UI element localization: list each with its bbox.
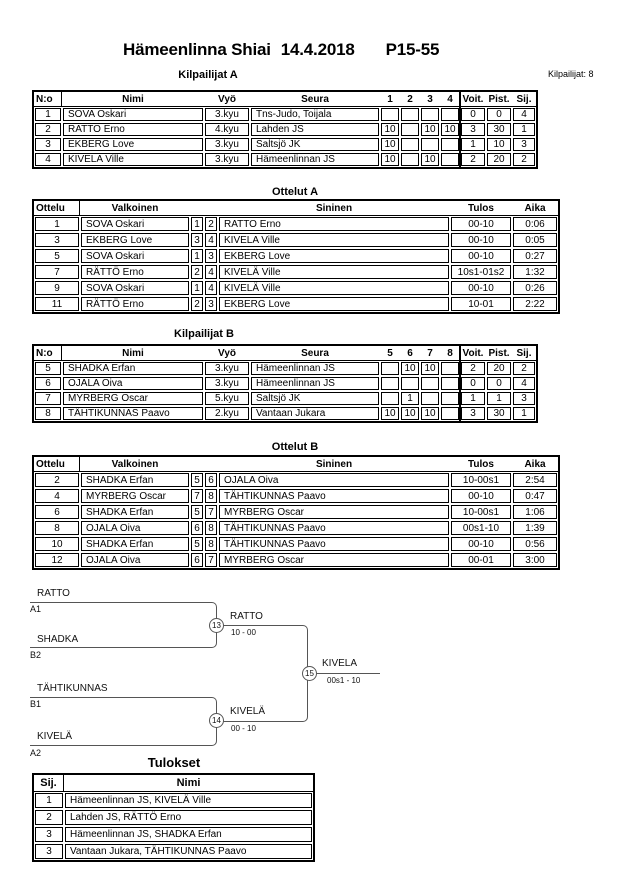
pool-b-heading: Kilpailijat B xyxy=(174,328,234,340)
cell-blue-no: 7 xyxy=(205,553,217,567)
matches-a-heading: Ottelut A xyxy=(271,186,319,198)
col-header-r2: 2 xyxy=(407,93,413,105)
cell-r3 xyxy=(421,138,439,151)
pool-a-table xyxy=(32,90,538,169)
cell-r3: 10 xyxy=(421,123,439,136)
cell-r3 xyxy=(421,108,439,121)
cell-blue: TÄHTIKUNNAS Paavo xyxy=(219,537,449,551)
col-header-points: Pist. xyxy=(488,347,510,359)
cell-match-no: 10 xyxy=(35,537,79,551)
matches-a-header-row xyxy=(34,201,558,216)
col-header-club: Seura xyxy=(301,347,329,359)
cell-belt: 5.kyu xyxy=(205,392,249,405)
col-header-r5: 5 xyxy=(387,347,393,359)
cell-wins: 1 xyxy=(461,138,485,151)
cell-match-no: 12 xyxy=(35,553,79,567)
col-header-blue: Sininen xyxy=(315,458,353,470)
cell-belt: 2.kyu xyxy=(205,407,249,420)
cell-r8 xyxy=(441,392,459,405)
result-row xyxy=(34,809,313,826)
col-header-r8: 8 xyxy=(447,347,453,359)
page-title xyxy=(123,40,439,60)
cell-no: 1 xyxy=(35,108,61,121)
cell-blue: MYRBERG Oscar xyxy=(219,505,449,519)
col-header-result: Tulos xyxy=(468,458,494,470)
cell-points: 0 xyxy=(487,108,511,121)
cell-r7: 10 xyxy=(421,362,439,375)
cell-place: 1 xyxy=(35,793,63,808)
cell-white-no: 2 xyxy=(191,297,203,311)
cell-white: SOVA Oskari xyxy=(81,249,189,263)
champion-line xyxy=(317,673,380,674)
cell-blue: MYRBERG Oscar xyxy=(219,553,449,567)
bracket-slot-name: KIVELÄ xyxy=(37,731,73,742)
cell-result: 00-01 xyxy=(451,553,511,567)
event-name: Hämeenlinna Shiai xyxy=(123,40,271,59)
cell-white: SHADKA Erfan xyxy=(81,473,189,487)
cell-club: Hämeenlinnan JS xyxy=(251,153,379,166)
cell-no: 3 xyxy=(35,138,61,151)
cell-time: 0:56 xyxy=(513,537,557,551)
cell-r6: 10 xyxy=(401,362,419,375)
bracket-slot-seed: B2 xyxy=(30,650,42,660)
cell-wins: 0 xyxy=(461,377,485,390)
col-header-match: Ottelu xyxy=(34,457,80,471)
cell-place: 1 xyxy=(513,123,535,136)
cell-blue: EKBERG Love xyxy=(219,297,449,311)
cell-points: 30 xyxy=(487,407,511,420)
cell-place: 3 xyxy=(513,392,535,405)
cell-white-no: 6 xyxy=(191,521,203,535)
cell-match-no: 9 xyxy=(35,281,79,295)
cell-r2 xyxy=(401,108,419,121)
competitors-count: Kilpailijat: 8 xyxy=(548,69,594,79)
cell-r1 xyxy=(381,108,399,121)
result-row xyxy=(34,826,313,843)
cell-r6: 1 xyxy=(401,392,419,405)
cell-place: 2 xyxy=(513,153,535,166)
cell-match-no: 11 xyxy=(35,297,79,311)
cell-blue: RATTO Erno xyxy=(219,217,449,231)
final-score: 00s1 - 10 xyxy=(327,676,361,685)
cell-time: 1:06 xyxy=(513,505,557,519)
cell-blue-no: 7 xyxy=(205,505,217,519)
matches-b-heading: Ottelut B xyxy=(271,441,319,453)
col-header-r6: 6 xyxy=(407,347,413,359)
col-header-place: Sij. xyxy=(34,775,64,791)
cell-name: Hämeenlinnan JS, KIVELÄ Ville xyxy=(65,793,312,808)
cell-place: 3 xyxy=(513,138,535,151)
cell-points: 10 xyxy=(487,138,511,151)
cell-r5: 10 xyxy=(381,407,399,420)
cell-result: 00-10 xyxy=(451,233,511,247)
cell-result: 00-10 xyxy=(451,281,511,295)
cell-name: EKBERG Love xyxy=(63,138,203,151)
cell-white-no: 5 xyxy=(191,505,203,519)
pool-b-table xyxy=(32,344,538,423)
matches-a-table xyxy=(32,199,560,314)
cell-no: 2 xyxy=(35,123,61,136)
col-header-r7: 7 xyxy=(427,347,433,359)
pool-a-heading: Kilpailijat A xyxy=(178,69,238,81)
cell-wins: 1 xyxy=(461,392,485,405)
cell-result: 00-10 xyxy=(451,217,511,231)
col-header-no: N:o xyxy=(34,92,62,106)
cell-blue: EKBERG Love xyxy=(219,249,449,263)
match-row xyxy=(34,504,558,520)
matches-b-table xyxy=(32,455,560,570)
cell-name: Vantaan Jukara, TÄHTIKUNNAS Paavo xyxy=(65,844,312,859)
match-row xyxy=(34,520,558,536)
cell-r7: 10 xyxy=(421,407,439,420)
cell-r2 xyxy=(401,153,419,166)
cell-white-no: 5 xyxy=(191,537,203,551)
cell-r3: 10 xyxy=(421,153,439,166)
cell-blue: OJALA Oiva xyxy=(219,473,449,487)
cell-name: TÄHTIKUNNAS Paavo xyxy=(63,407,203,420)
cell-match-no: 3 xyxy=(35,233,79,247)
cell-white: RÄTTÖ Erno xyxy=(81,297,189,311)
cell-blue: KIVELÄ Ville xyxy=(219,281,449,295)
cell-r7 xyxy=(421,377,439,390)
bracket-slot-seed: A2 xyxy=(30,748,42,758)
cell-r8 xyxy=(441,377,459,390)
cell-club: Hämeenlinnan JS xyxy=(251,377,379,390)
cell-place: 4 xyxy=(513,108,535,121)
cell-r8 xyxy=(441,407,459,420)
cell-points: 20 xyxy=(487,153,511,166)
cell-name: RATTO Erno xyxy=(63,123,203,136)
col-header-name: Nimi xyxy=(176,777,201,789)
cell-result: 10-00s1 xyxy=(451,473,511,487)
cell-place: 2 xyxy=(35,810,63,825)
cell-blue: KIVELA Ville xyxy=(219,233,449,247)
col-header-white: Valkoinen xyxy=(111,458,159,470)
cell-result: 00-10 xyxy=(451,249,511,263)
cell-club: Saltsjö JK xyxy=(251,138,379,151)
cell-match-no: 1 xyxy=(35,217,79,231)
col-header-belt: Vyö xyxy=(218,93,236,105)
cell-result: 00s1-10 xyxy=(451,521,511,535)
cell-r8 xyxy=(441,362,459,375)
cell-wins: 3 xyxy=(461,407,485,420)
cell-match-no: 5 xyxy=(35,249,79,263)
cell-time: 0:27 xyxy=(513,249,557,263)
cell-name: SHADKA Erfan xyxy=(63,362,203,375)
cell-club: Lahden JS xyxy=(251,123,379,136)
bracket-slot-name: TÄHTIKUNNAS xyxy=(37,683,108,694)
cell-r5 xyxy=(381,392,399,405)
col-header-r4: 4 xyxy=(447,93,453,105)
cell-result: 00-10 xyxy=(451,489,511,503)
cell-blue: TÄHTIKUNNAS Paavo xyxy=(219,521,449,535)
results-heading: Tulokset xyxy=(147,755,201,770)
cell-white-no: 5 xyxy=(191,473,203,487)
cell-r1: 10 xyxy=(381,138,399,151)
cell-white-no: 1 xyxy=(191,249,203,263)
cell-belt: 4.kyu xyxy=(205,123,249,136)
col-header-r3: 3 xyxy=(427,93,433,105)
cell-result: 10-01 xyxy=(451,297,511,311)
bracket-slot-seed: A1 xyxy=(30,604,42,614)
semifinal2-score: 00 - 10 xyxy=(231,724,256,733)
cell-white-no: 2 xyxy=(191,265,203,279)
cell-r6 xyxy=(401,377,419,390)
col-header-points: Pist. xyxy=(488,93,510,105)
cell-points: 1 xyxy=(487,392,511,405)
cell-name: Lahden JS, RÄTTÖ Erno xyxy=(65,810,312,825)
matches-b-header-row xyxy=(34,457,558,472)
cell-result: 10-00s1 xyxy=(451,505,511,519)
col-header-blank xyxy=(190,457,218,471)
cell-wins: 0 xyxy=(461,108,485,121)
match-row xyxy=(34,216,558,232)
final-bracket xyxy=(0,585,630,765)
cell-club: Tns-Judo, Toijala xyxy=(251,108,379,121)
cell-white: SOVA Oskari xyxy=(81,281,189,295)
cell-r4 xyxy=(441,153,459,166)
match-row xyxy=(34,248,558,264)
cell-no: 8 xyxy=(35,407,61,420)
col-header-name: Nimi xyxy=(122,347,144,359)
cell-match-no: 6 xyxy=(35,505,79,519)
cell-wins: 2 xyxy=(461,362,485,375)
cell-no: 6 xyxy=(35,377,61,390)
cell-blue-no: 3 xyxy=(205,297,217,311)
cell-r4 xyxy=(441,138,459,151)
col-header-no: N:o xyxy=(34,346,62,360)
bracket-slot-seed: B1 xyxy=(30,699,42,709)
semifinal1-winner: RATTO xyxy=(230,611,263,622)
cell-belt: 3.kyu xyxy=(205,362,249,375)
match-row xyxy=(34,280,558,296)
cell-belt: 3.kyu xyxy=(205,377,249,390)
cell-time: 1:32 xyxy=(513,265,557,279)
cell-name: KIVELA Ville xyxy=(63,153,203,166)
col-header-time: Aika xyxy=(524,458,546,470)
cell-belt: 3.kyu xyxy=(205,153,249,166)
cell-time: 0:05 xyxy=(513,233,557,247)
cell-name: SOVA Oskari xyxy=(63,108,203,121)
cell-time: 1:39 xyxy=(513,521,557,535)
results-table xyxy=(32,773,315,862)
cell-club: Hämeenlinnan JS xyxy=(251,362,379,375)
col-header-club: Seura xyxy=(301,93,329,105)
group-separator xyxy=(459,92,461,167)
cell-no: 7 xyxy=(35,392,61,405)
cell-r2 xyxy=(401,123,419,136)
cell-time: 2:22 xyxy=(513,297,557,311)
event-category: P15-55 xyxy=(385,40,440,59)
col-header-name: Nimi xyxy=(122,93,144,105)
cell-white: SHADKA Erfan xyxy=(81,537,189,551)
col-header-wins: Voit. xyxy=(462,93,484,105)
match-number-badge: 14 xyxy=(209,713,224,728)
col-header-r1: 1 xyxy=(387,93,393,105)
col-header-blank xyxy=(190,201,218,215)
champion-name: KIVELA xyxy=(322,658,358,669)
cell-time: 0:26 xyxy=(513,281,557,295)
cell-place: 3 xyxy=(35,844,63,859)
col-header-result: Tulos xyxy=(468,202,494,214)
col-header-white: Valkoinen xyxy=(111,202,159,214)
match-row xyxy=(34,232,558,248)
event-date: 14.4.2018 xyxy=(280,40,355,59)
group-separator xyxy=(459,346,461,421)
cell-match-no: 4 xyxy=(35,489,79,503)
cell-blue: TÄHTIKUNNAS Paavo xyxy=(219,489,449,503)
cell-white: OJALA Oiva xyxy=(81,553,189,567)
cell-white: OJALA Oiva xyxy=(81,521,189,535)
cell-time: 0:47 xyxy=(513,489,557,503)
cell-blue: KIVELÄ Ville xyxy=(219,265,449,279)
match-row xyxy=(34,552,558,568)
cell-blue-no: 6 xyxy=(205,473,217,487)
col-header-match: Ottelu xyxy=(34,201,80,215)
col-header-time: Aika xyxy=(524,202,546,214)
cell-belt: 3.kyu xyxy=(205,108,249,121)
cell-match-no: 7 xyxy=(35,265,79,279)
match-row xyxy=(34,264,558,280)
match-row xyxy=(34,536,558,552)
cell-name: MYRBERG Oscar xyxy=(63,392,203,405)
cell-white-no: 7 xyxy=(191,489,203,503)
cell-result: 10s1-01s2 xyxy=(451,265,511,279)
cell-wins: 2 xyxy=(461,153,485,166)
cell-white-no: 1 xyxy=(191,281,203,295)
cell-place: 1 xyxy=(513,407,535,420)
cell-blue-no: 3 xyxy=(205,249,217,263)
cell-points: 20 xyxy=(487,362,511,375)
cell-white: MYRBERG Oscar xyxy=(81,489,189,503)
result-row xyxy=(34,843,313,860)
results-header-row xyxy=(34,775,313,792)
cell-club: Vantaan Jukara xyxy=(251,407,379,420)
semifinal1-score: 10 - 00 xyxy=(231,628,256,637)
cell-blue-no: 4 xyxy=(205,265,217,279)
cell-r5 xyxy=(381,377,399,390)
cell-club: Saltsjö JK xyxy=(251,392,379,405)
cell-belt: 3.kyu xyxy=(205,138,249,151)
cell-time: 2:54 xyxy=(513,473,557,487)
cell-blue-no: 8 xyxy=(205,537,217,551)
cell-r7 xyxy=(421,392,439,405)
cell-blue-no: 8 xyxy=(205,521,217,535)
cell-white: EKBERG Love xyxy=(81,233,189,247)
match-row xyxy=(34,488,558,504)
cell-blue-no: 4 xyxy=(205,281,217,295)
cell-wins: 3 xyxy=(461,123,485,136)
cell-white-no: 6 xyxy=(191,553,203,567)
cell-place: 3 xyxy=(35,827,63,842)
cell-time: 0:06 xyxy=(513,217,557,231)
cell-white-no: 3 xyxy=(191,233,203,247)
col-header-wins: Voit. xyxy=(462,347,484,359)
cell-result: 00-10 xyxy=(451,537,511,551)
cell-r4: 10 xyxy=(441,123,459,136)
cell-no: 5 xyxy=(35,362,61,375)
bracket-slot-name: SHADKA xyxy=(37,634,79,645)
col-header-belt: Vyö xyxy=(218,347,236,359)
cell-r6: 10 xyxy=(401,407,419,420)
cell-time: 3:00 xyxy=(513,553,557,567)
cell-white-no: 1 xyxy=(191,217,203,231)
cell-match-no: 8 xyxy=(35,521,79,535)
result-row xyxy=(34,792,313,809)
cell-r2 xyxy=(401,138,419,151)
cell-points: 0 xyxy=(487,377,511,390)
cell-name: Hämeenlinnan JS, SHADKA Erfan xyxy=(65,827,312,842)
match-row xyxy=(34,472,558,488)
cell-blue-no: 4 xyxy=(205,233,217,247)
cell-place: 4 xyxy=(513,377,535,390)
col-header-place: Sij. xyxy=(516,347,532,359)
cell-points: 30 xyxy=(487,123,511,136)
semifinal2-winner: KIVELÄ xyxy=(230,706,266,717)
cell-name: OJALA Oiva xyxy=(63,377,203,390)
match-row xyxy=(34,296,558,312)
cell-blue-no: 2 xyxy=(205,217,217,231)
cell-match-no: 2 xyxy=(35,473,79,487)
cell-place: 2 xyxy=(513,362,535,375)
match-number-badge: 13 xyxy=(209,618,224,633)
match-number-badge: 15 xyxy=(302,666,317,681)
cell-white: SOVA Oskari xyxy=(81,217,189,231)
cell-white: SHADKA Erfan xyxy=(81,505,189,519)
cell-r5 xyxy=(381,362,399,375)
bracket-slot-name: RATTO xyxy=(37,588,70,599)
cell-r4 xyxy=(441,108,459,121)
col-header-blue: Sininen xyxy=(315,202,353,214)
cell-blue-no: 8 xyxy=(205,489,217,503)
cell-white: RÄTTÖ Erno xyxy=(81,265,189,279)
col-header-place: Sij. xyxy=(516,93,532,105)
cell-no: 4 xyxy=(35,153,61,166)
cell-r1: 10 xyxy=(381,153,399,166)
cell-r1: 10 xyxy=(381,123,399,136)
